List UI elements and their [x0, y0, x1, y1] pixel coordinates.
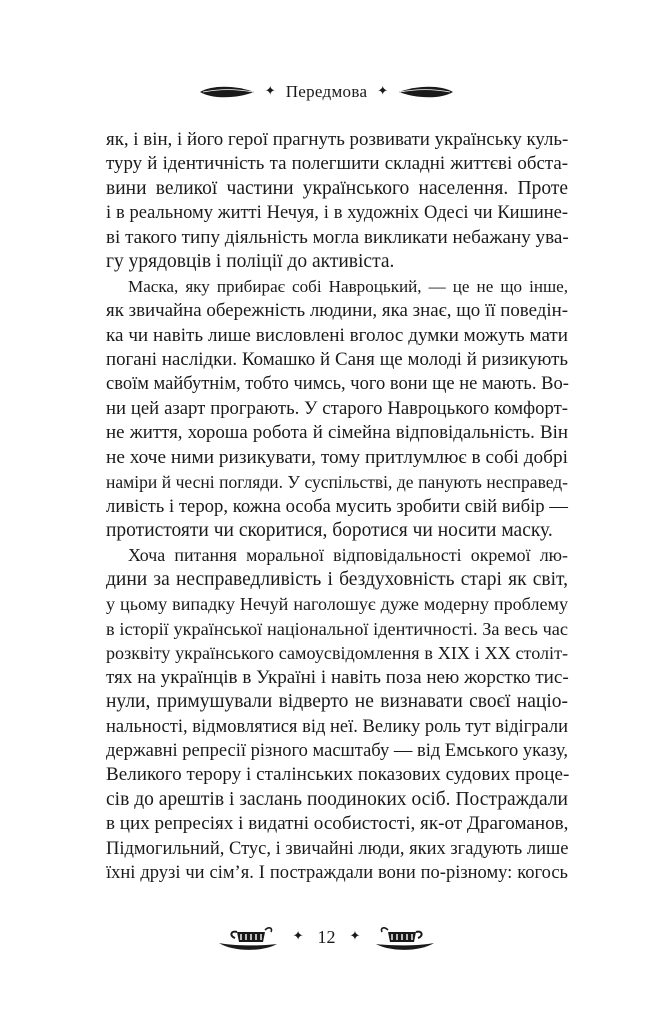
right-lamp-ornament-icon: [374, 922, 436, 952]
text-line: їхні друзі чи сім’я. І постраждали вони по-різному: когось: [106, 863, 568, 884]
text-line: нули, примушували відверто не визнавати своєї націо-: [106, 691, 568, 713]
text-line: не життя, хороша робота й сімейна відповідальність. Він: [106, 422, 568, 444]
text-line: ка чи навіть лише висловлені вголос думки можуть мати: [106, 324, 568, 346]
star-ornament-icon: ✦: [292, 929, 304, 944]
text-line: і в реальному житті Нечуя, і в художніх Одесі чи Кишине-: [106, 203, 568, 224]
text-line: державні репресії різного масштабу — від Емського указу,: [106, 740, 568, 761]
text-line: розквіту українського самоусвідомлення в ХІХ і ХХ століт-: [106, 643, 568, 664]
text-line: як, і він, і його герої прагнуть розвивати українську куль-: [106, 129, 569, 150]
text-line: Підмогильний, Стус, і звичайні люди, яких згадують лише: [106, 838, 569, 859]
text-line: Хоча питання моральної відповідальності окремої лю-: [128, 545, 568, 566]
star-ornament-icon: ✦: [377, 84, 389, 99]
text-line: тях на українців в Україні і навіть поза нею жорстко тис-: [106, 666, 569, 688]
text-line: як звичайна обережність людини, яка знає, що її поведін-: [106, 300, 568, 322]
text-line: в цих репресіях і видатні особистості, як-от Драгоманов,: [106, 813, 569, 835]
text-line: у цьому випадку Нечуй наголошує дуже модерну проблему: [106, 594, 568, 615]
text-line: нальності, відмовлятися від неї. Велику роль тут відіграли: [106, 716, 568, 737]
text-line: не хоче ними ризикувати, тому притлумлює в собі добрі: [106, 446, 568, 468]
text-line: Маска, яку прибирає собі Навроцький, — це не що інше,: [128, 276, 568, 296]
body-text: [106, 128, 568, 886]
right-leaf-ornament-icon: [398, 85, 454, 99]
star-ornament-icon: ✦: [349, 929, 361, 944]
page-footer: [0, 922, 653, 952]
text-line: гу урядовців і поліції до активіста.: [106, 251, 395, 273]
text-line: своїм майбутнім, тобто чимсь, чого вони ще не мають. Во-: [106, 374, 569, 395]
text-line: сів до арештів і заслань поодиноких осіб. Постраждали: [106, 788, 568, 810]
page-number: 12: [317, 926, 336, 947]
text-line: Великого терору і сталінських показових судових проце-: [106, 764, 570, 786]
text-line: туру й ідентичність та полегшити складні життєві обста-: [106, 153, 568, 175]
text-line: протистояти чи скоритися, боротися чи носити маску.: [106, 520, 553, 541]
text-line: ві такого типу діяльність могла викликати небажану ува-: [106, 226, 569, 248]
running-header: [0, 80, 653, 104]
text-line: вини великої частини українського населення. Проте: [106, 177, 568, 199]
text-line: погані наслідки. Комашко й Саня ще молоді й ризикують: [106, 348, 568, 370]
star-ornament-icon: ✦: [264, 84, 276, 99]
text-line: наміри й чесні погляди. У суспільстві, де панують несправед-: [106, 472, 568, 493]
section-title: Передмова: [285, 82, 368, 101]
text-line: ливість і терор, кожна особа мусить зробити свій вибір —: [106, 495, 568, 517]
text-line: ни цей азарт програють. У старого Навроцького комфорт-: [106, 397, 568, 419]
left-leaf-ornament-icon: [199, 85, 255, 99]
text-line: в історії української національної ідентичності. За весь час: [106, 618, 568, 639]
text-line: дини за несправедливість і бездуховність старі як світ,: [106, 568, 568, 590]
left-lamp-ornament-icon: [217, 922, 279, 952]
